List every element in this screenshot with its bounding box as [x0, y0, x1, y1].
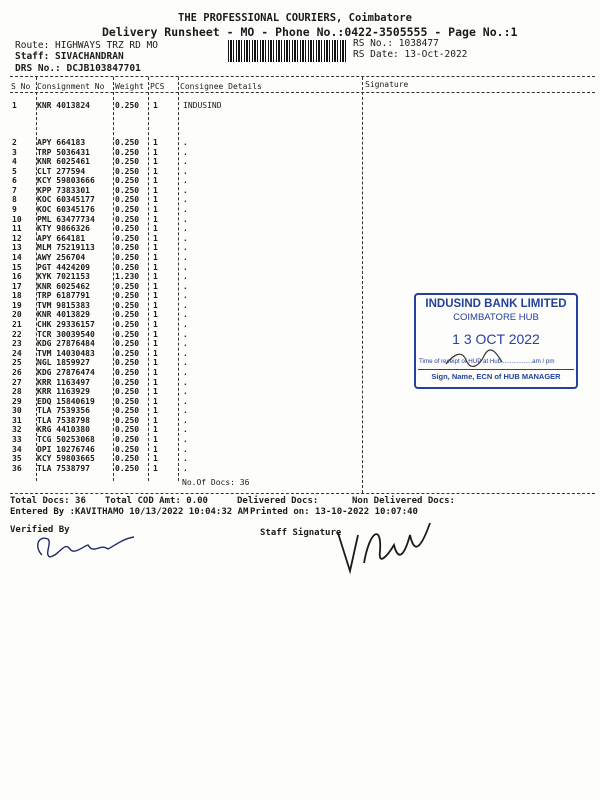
row-weight: 0.250 [115, 396, 140, 406]
row-consignment: TVM 9815383 [37, 300, 90, 310]
row-sno: 30 [12, 406, 22, 416]
row-weight: 0.250 [115, 138, 140, 147]
row-weight: 0.250 [115, 310, 140, 320]
company-title: THE PROFESSIONAL COURIERS, Coimbatore [178, 12, 412, 24]
row-pcs: 1 [153, 176, 158, 186]
row-pcs: 1 [153, 205, 158, 215]
row-weight: 0.250 [115, 444, 140, 454]
row-consignee: . [183, 454, 188, 464]
row-consignee: . [183, 243, 188, 253]
row-consignment: APY 664181 [37, 233, 86, 243]
row-weight: 0.250 [115, 157, 140, 167]
row-consignment: KNR 4013824 [37, 101, 90, 110]
row-consignee: . [183, 396, 188, 406]
row-sno: 16 [12, 272, 22, 282]
row-consignment: CHK 29336157 [37, 320, 95, 330]
col-header-signature: Signature [365, 80, 409, 89]
row-weight: 0.250 [115, 367, 140, 377]
row-consignment: KNR 4013829 [37, 310, 90, 320]
row-pcs: 1 [153, 214, 158, 224]
table-bottom-rule [10, 493, 595, 494]
col-divider [362, 77, 363, 493]
row-pcs: 1 [153, 444, 158, 454]
row-pcs: 1 [153, 281, 158, 291]
row-sno: 22 [12, 329, 22, 339]
row-consignee: . [183, 367, 188, 377]
row-sno: 32 [12, 425, 22, 435]
row-sno: 27 [12, 377, 22, 387]
stamp-date: 1 3 OCT 2022 [452, 331, 540, 347]
row-sno: 1 [12, 101, 17, 110]
row-consignment: AWY 256704 [37, 252, 86, 262]
row-weight: 0.250 [115, 377, 140, 387]
row-sno: 31 [12, 415, 22, 425]
row-sno: 10 [12, 214, 22, 224]
table-header-rule [10, 92, 595, 93]
row-pcs: 1 [153, 243, 158, 253]
row-weight: 0.250 [115, 434, 140, 444]
no-of-docs: No.Of Docs: 36 [182, 478, 250, 487]
row-consignment: DPI 10276746 [37, 444, 95, 454]
row-weight: 0.250 [115, 291, 140, 301]
row-sno: 28 [12, 387, 22, 397]
row-consignee: . [183, 272, 188, 282]
col-header-consignee: Consignee Details [180, 82, 262, 91]
printed-on: Printed on: 13-10-2022 10:07:40 [250, 507, 418, 517]
row-consignment: KTY 9866326 [37, 224, 90, 234]
row-weight: 0.250 [115, 281, 140, 291]
staff-label: Staff: SIVACHANDRAN [15, 51, 124, 62]
row-consignment: TRP 5036431 [37, 147, 90, 157]
row-pcs: 1 [153, 101, 158, 110]
row-consignment: KRG 4410380 [37, 425, 90, 435]
row-sno: 18 [12, 291, 22, 301]
row-weight: 0.250 [115, 425, 140, 435]
row-weight: 0.250 [115, 415, 140, 425]
row-pcs: 1 [153, 415, 158, 425]
row-weight: 0.250 [115, 185, 140, 195]
drs-number: DRS No.: DCJB103847701 [15, 63, 141, 74]
row-sno: 35 [12, 454, 22, 464]
row-sno: 5 [12, 166, 17, 176]
row-consignment: KCY 59803666 [37, 176, 95, 186]
staff-signature-mark [330, 505, 435, 580]
row-consignee: . [183, 233, 188, 243]
row-sno: 25 [12, 358, 22, 368]
row-consignee: . [183, 224, 188, 234]
row-consignment: KCY 59803665 [37, 454, 95, 464]
row-consignment: KRR 1163929 [37, 387, 90, 397]
row-weight: 0.250 [115, 262, 140, 272]
row-consignee: . [183, 300, 188, 310]
row-weight: 0.250 [115, 214, 140, 224]
row-consignee: . [183, 310, 188, 320]
row-pcs: 1 [153, 348, 158, 358]
row-sno: 36 [12, 463, 22, 473]
total-cod: Total COD Amt: 0.00 [105, 496, 208, 506]
row-sno: 17 [12, 281, 22, 291]
row-weight: 0.250 [115, 320, 140, 330]
row-consignment: KDG 27876474 [37, 367, 95, 377]
row-consignment: PML 63477734 [37, 214, 95, 224]
stamp-time-line: Time of receipt of HUP at Hub..................am / pm [419, 358, 555, 365]
col-divider [178, 77, 179, 481]
row-consignee: . [183, 166, 188, 176]
row-sno: 26 [12, 367, 22, 377]
row-consignment: TCR 30039540 [37, 329, 95, 339]
row-consignee: . [183, 434, 188, 444]
row-weight: 0.250 [115, 329, 140, 339]
table-top-rule [10, 76, 595, 77]
row-consignee: INDUSIND [183, 101, 222, 110]
row-pcs: 1 [153, 339, 158, 349]
row-sno: 33 [12, 434, 22, 444]
row-consignee: . [183, 329, 188, 339]
row-consignment: MLM 75219113 [37, 243, 95, 253]
stamp-sign-line: Sign, Name, ECN of HUB MANAGER [431, 372, 561, 381]
row-pcs: 1 [153, 262, 158, 272]
row-sno: 29 [12, 396, 22, 406]
row-sno: 15 [12, 262, 22, 272]
row-pcs: 1 [153, 166, 158, 176]
row-pcs: 1 [153, 367, 158, 377]
barcode [228, 40, 346, 62]
row-consignee: . [183, 252, 188, 262]
row-weight: 0.250 [115, 224, 140, 234]
verified-by-label: Verified By [10, 525, 70, 535]
verifier-signature [30, 525, 140, 565]
row-weight: 0.250 [115, 454, 140, 464]
col-divider [148, 77, 149, 481]
row-weight: 0.250 [115, 147, 140, 157]
row-consignee: . [183, 377, 188, 387]
row-pcs: 1 [153, 310, 158, 320]
row-pcs: 1 [153, 358, 158, 368]
row-consignee: . [183, 444, 188, 454]
row-consignee: . [183, 291, 188, 301]
row-consignment: KNR 6025462 [37, 281, 90, 291]
row-sno: 9 [12, 205, 17, 215]
col-header-sno: S No [11, 82, 31, 91]
row-consignment: KOC 60345177 [37, 195, 95, 205]
row-sno: 20 [12, 310, 22, 320]
row-consignee: . [183, 138, 188, 147]
row-consignee: . [183, 205, 188, 215]
row-consignee: . [183, 157, 188, 167]
row-pcs: 1 [153, 329, 158, 339]
row-weight: 0.250 [115, 195, 140, 205]
row-sno: 2 [12, 138, 17, 147]
stamp-title: INDUSIND BANK LIMITED [425, 298, 567, 310]
row-sno: 3 [12, 147, 17, 157]
row-pcs: 1 [153, 195, 158, 205]
entered-by: Entered By :KAVITHAMO 10/13/2022 10:04:32 AM [10, 507, 249, 517]
row-pcs: 1 [153, 320, 158, 330]
row-pcs: 1 [153, 185, 158, 195]
row-pcs: 1 [153, 252, 158, 262]
row-consignment: TCG 50253068 [37, 434, 95, 444]
row-sno: 19 [12, 300, 22, 310]
row-consignee: . [183, 406, 188, 416]
row-sno: 24 [12, 348, 22, 358]
staff-signature-label: Staff Signature [260, 528, 342, 538]
row-consignee: . [183, 358, 188, 368]
row-pcs: 1 [153, 425, 158, 435]
row-consignee: . [183, 185, 188, 195]
row-consignee: . [183, 214, 188, 224]
row-pcs: 1 [153, 454, 158, 464]
row-sno: 12 [12, 233, 22, 243]
row-weight: 0.250 [115, 252, 140, 262]
row-consignment: TVM 14030483 [37, 348, 95, 358]
row-sno: 4 [12, 157, 17, 167]
row-sno: 14 [12, 252, 22, 262]
row-sno: 23 [12, 339, 22, 349]
row-consignee: . [183, 195, 188, 205]
row-sno: 13 [12, 243, 22, 253]
row-consignment: NGL 1859927 [37, 358, 90, 368]
stamp-signature-scribble [444, 348, 504, 370]
row-pcs: 1 [153, 224, 158, 234]
row-consignee: . [183, 463, 188, 473]
row-sno: 6 [12, 176, 17, 186]
row-pcs: 1 [153, 233, 158, 243]
runsheet-subtitle: Delivery Runsheet - MO - Phone No.:0422-3505555 - Page No.:1 [102, 25, 518, 39]
row-weight: 0.250 [115, 101, 140, 110]
row-consignment: KNR 6025461 [37, 157, 90, 167]
row-consignment: TLA 7538798 [37, 415, 90, 425]
rs-date: RS Date: 13-Oct-2022 [353, 49, 468, 60]
row-consignee: . [183, 415, 188, 425]
col-header-consignment: Consignment No [37, 82, 105, 91]
route-label: Route: HIGHWAYS TRZ RD MO [15, 40, 158, 51]
row-pcs: 1 [153, 387, 158, 397]
row-pcs: 1 [153, 396, 158, 406]
row-weight: 0.250 [115, 243, 140, 253]
row-pcs: 1 [153, 147, 158, 157]
row-pcs: 1 [153, 157, 158, 167]
row-consignment: CLT 277594 [37, 166, 86, 176]
row-sno: 21 [12, 320, 22, 330]
row-consignee: . [183, 425, 188, 435]
row-weight: 0.250 [115, 358, 140, 368]
row-consignment: EDQ 15840619 [37, 396, 95, 406]
row-pcs: 1 [153, 138, 158, 147]
row-consignee: . [183, 387, 188, 397]
row-pcs: 1 [153, 300, 158, 310]
row-pcs: 1 [153, 291, 158, 301]
row-weight: 0.250 [115, 205, 140, 215]
stamp-subtitle: COIMBATORE HUB [453, 312, 539, 323]
row-consignee: . [183, 348, 188, 358]
non-delivered-docs: Non Delivered Docs: [352, 496, 455, 506]
row-consignee: . [183, 176, 188, 186]
row-sno: 8 [12, 195, 17, 205]
row-consignee: . [183, 147, 188, 157]
row-pcs: 1 [153, 434, 158, 444]
row-sno: 34 [12, 444, 22, 454]
col-header-pcs: PCS [150, 82, 165, 91]
col-divider [113, 77, 114, 481]
row-weight: 0.250 [115, 348, 140, 358]
delivered-docs: Delivered Docs: [237, 496, 319, 506]
row-sno: 7 [12, 185, 17, 195]
row-consignee: . [183, 281, 188, 291]
row-consignment: TLA 7539356 [37, 406, 90, 416]
row-weight: 0.250 [115, 176, 140, 186]
row-weight: 0.250 [115, 387, 140, 397]
row-pcs: 1 [153, 463, 158, 473]
row-pcs: 1 [153, 272, 158, 282]
row-consignee: . [183, 339, 188, 349]
row-consignment: PGT 4424209 [37, 262, 90, 272]
row-weight: 0.250 [115, 463, 140, 473]
row-weight: 0.250 [115, 166, 140, 176]
row-consignment: KPP 7383301 [37, 185, 90, 195]
row-consignment: TRP 6187791 [37, 291, 90, 301]
row-consignment: KOC 60345176 [37, 205, 95, 215]
row-weight: 0.250 [115, 406, 140, 416]
row-weight: 1.230 [115, 272, 140, 282]
row-consignment: TLA 7538797 [37, 463, 90, 473]
row-consignment: KRR 1163497 [37, 377, 90, 387]
row-consignee: . [183, 320, 188, 330]
row-weight: 0.250 [115, 233, 140, 243]
bank-receipt-stamp [414, 293, 578, 389]
row-consignment: KYK 7021153 [37, 272, 90, 282]
row-pcs: 1 [153, 377, 158, 387]
row-sno: 11 [12, 224, 22, 234]
row-consignment: KDG 27876484 [37, 339, 95, 349]
row-weight: 0.250 [115, 339, 140, 349]
col-header-weight: Weight [115, 82, 144, 91]
row-pcs: 1 [153, 406, 158, 416]
row-consignment: APY 664183 [37, 138, 86, 147]
rs-number: RS No.: 1038477 [353, 38, 439, 49]
row-weight: 0.250 [115, 300, 140, 310]
row-consignee: . [183, 262, 188, 272]
total-docs: Total Docs: 36 [10, 496, 86, 506]
